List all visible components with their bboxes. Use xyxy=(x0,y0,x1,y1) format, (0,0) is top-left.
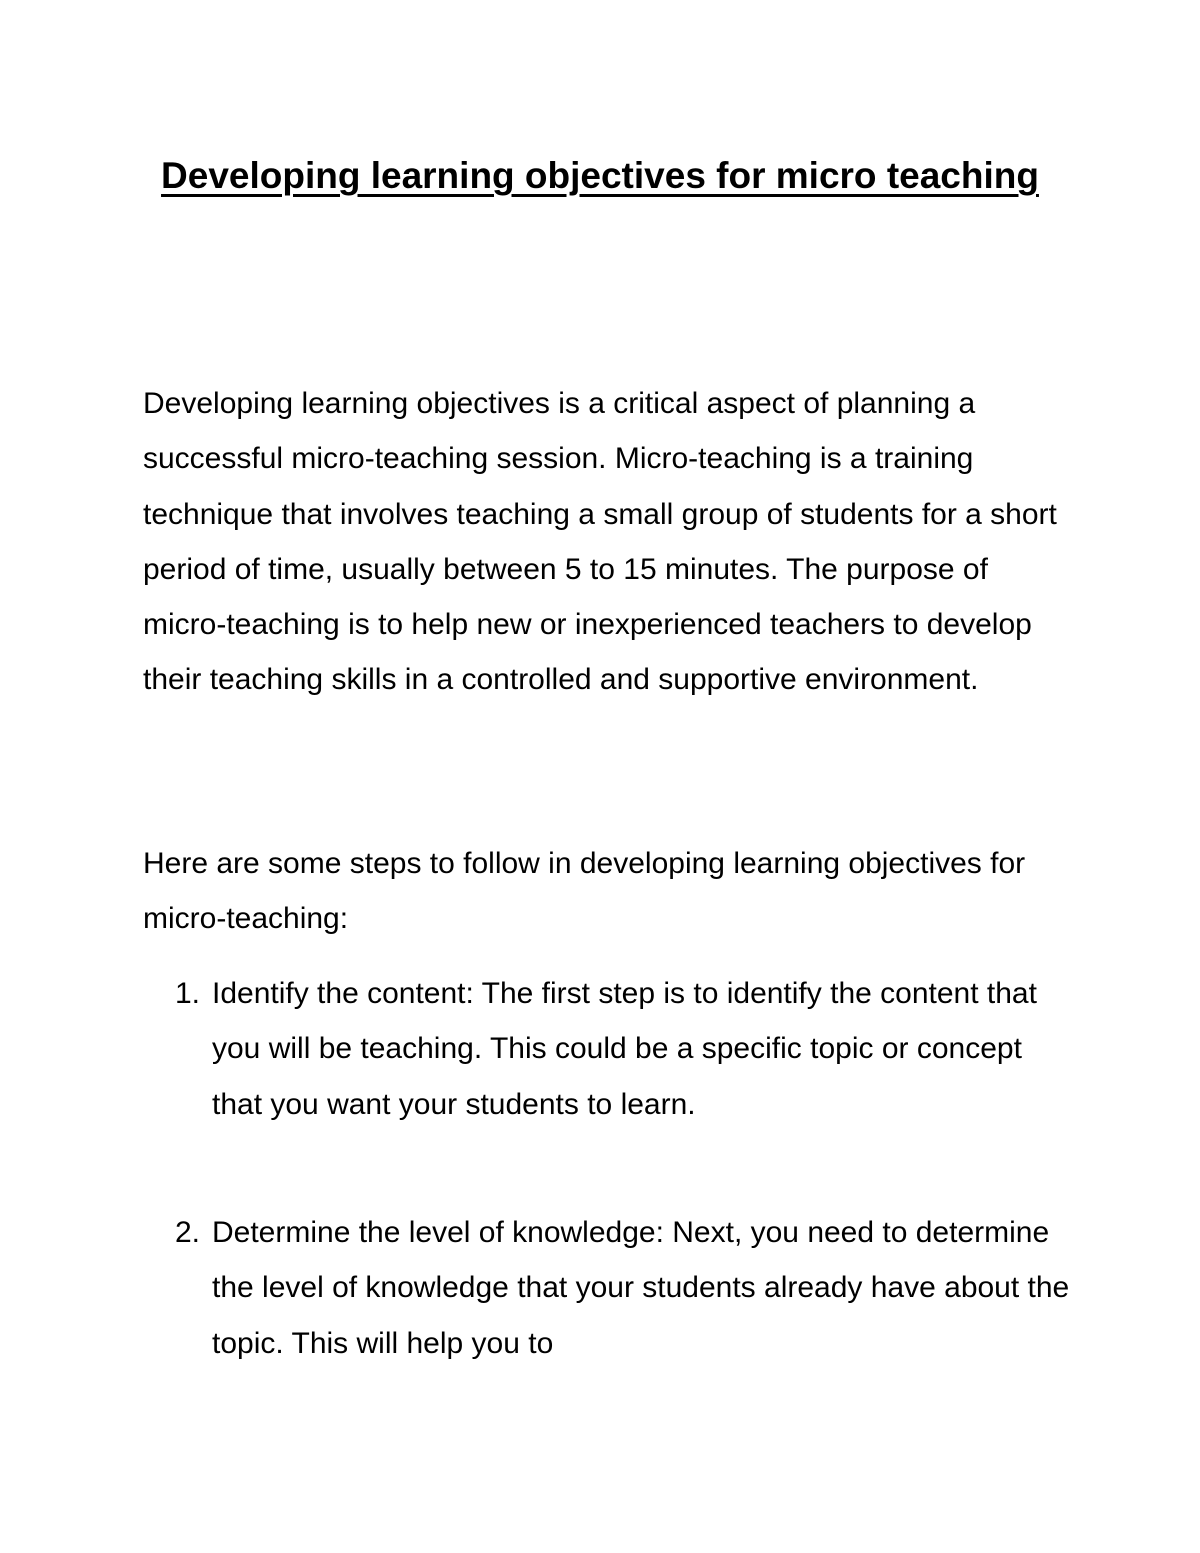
list-item-number: 1. xyxy=(175,977,201,1010)
intro-paragraph: Developing learning objectives is a critical aspect of planning a successful micro-teaching session. Micro-teaching is a training technique that involves teaching a small group of students for a short period of time, usually between 5 to 15 minutes. The purpose of micro-teaching is to help new or inexperienced teachers to develop their teaching skills in a controlled and supportive environment. xyxy=(143,387,1057,697)
list-item-text: Identify the content: The first step is to identify the content that you will be teaching. This could be a specific topic or concept that you want your students to learn. xyxy=(212,977,1037,1121)
list-item-number: 2. xyxy=(175,1216,201,1249)
document-title: Developing learning objectives for micro teaching xyxy=(161,155,1039,196)
list-item xyxy=(143,1205,1073,1371)
list-item-text: Determine the level of knowledge: Next, you need to determine the level of knowledge that your students already have about the topic. This will help you to xyxy=(212,1216,1070,1360)
list-item xyxy=(143,966,1073,1132)
steps-intro-paragraph: Here are some steps to follow in developing learning objectives for micro-teaching: xyxy=(143,847,1026,936)
